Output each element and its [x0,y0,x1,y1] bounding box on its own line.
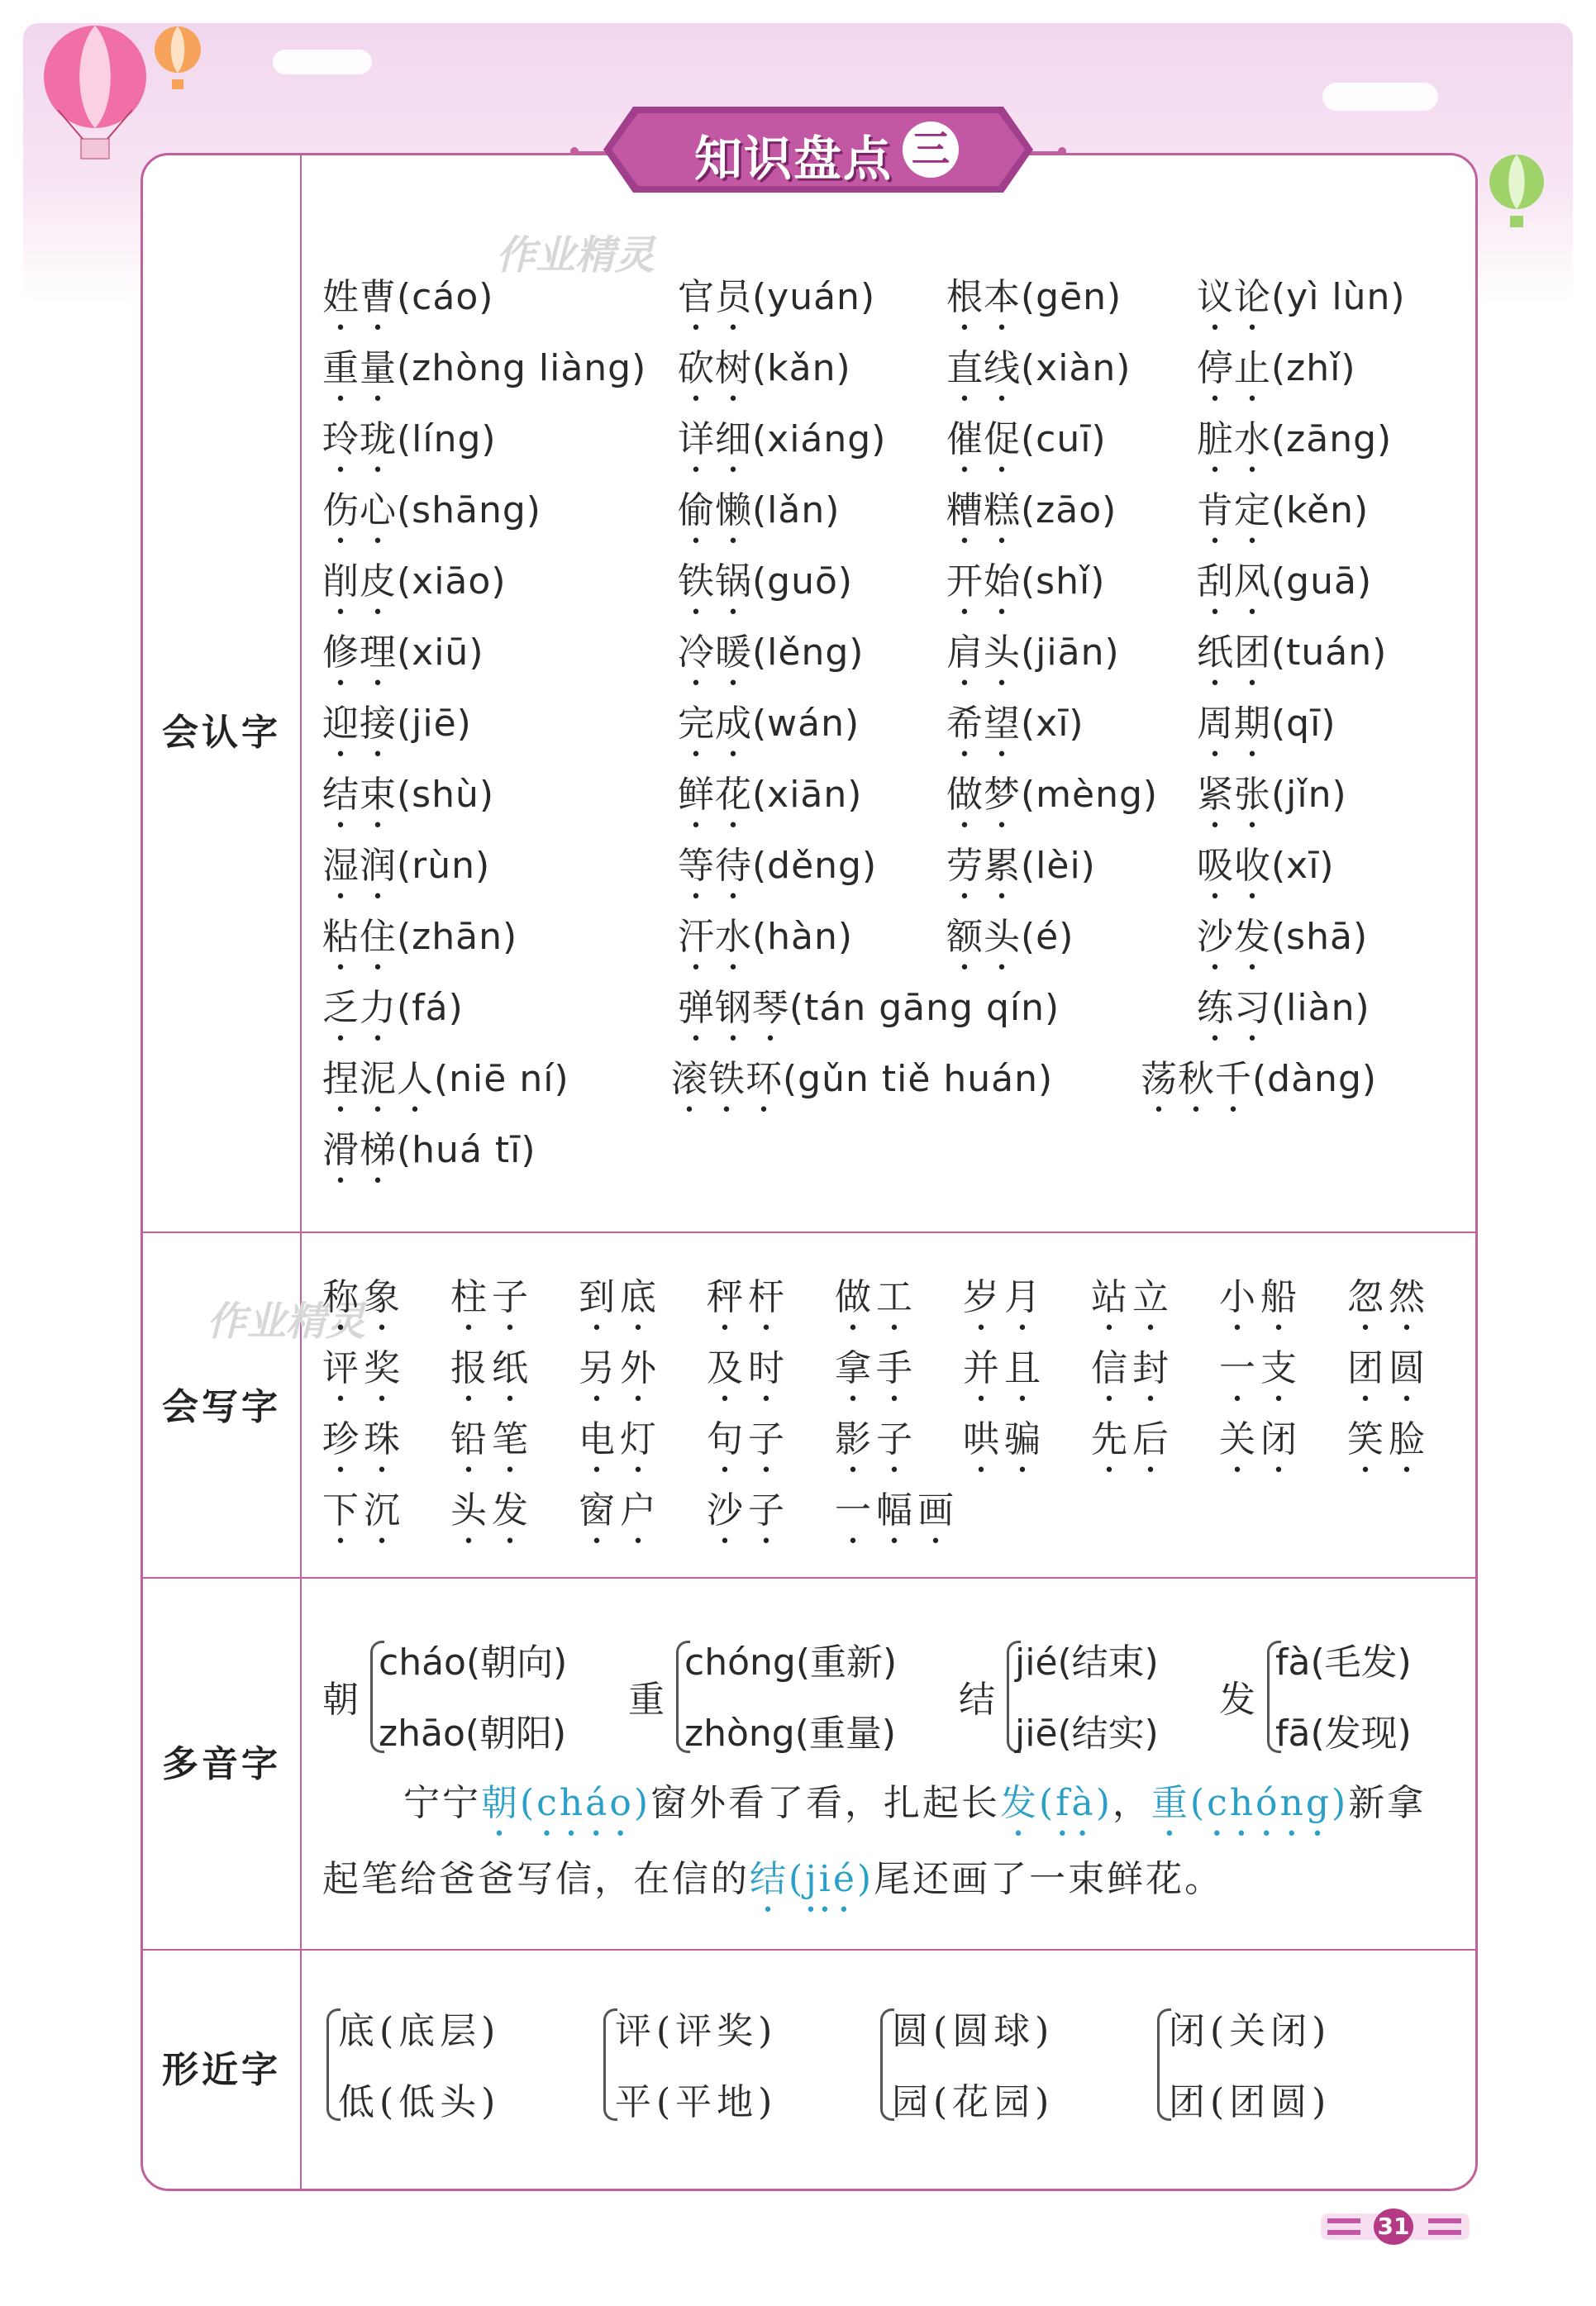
pinyin: (zāng) [1271,418,1393,460]
pinyin: (niē ní) [434,1058,569,1100]
sentence-text: 新拿起笔给爸爸写信，在信的 [322,1782,1427,1900]
pinyin: (guā) [1271,560,1373,603]
write-word: 笑脸 [1347,1418,1430,1460]
hanzi: 周期 [1197,703,1271,745]
recognize-item [322,770,494,836]
pinyin: (wán) [752,703,860,745]
recognize-item [678,841,877,908]
hanzi: 吸收 [1197,845,1271,887]
recognize-item [678,628,864,694]
write-word: 称象 [322,1276,405,1318]
polyphone-char: 结 [959,1679,995,1721]
write-word: 关闭 [1219,1418,1302,1460]
pinyin: (líng) [397,418,497,460]
recognize-item [1197,415,1392,481]
hanzi: 刮风 [1197,560,1271,603]
recognize-item [322,486,541,552]
write-word: 站立 [1091,1276,1174,1318]
pinyin: (gēn) [1021,276,1122,318]
write-word: 头发 [450,1489,533,1532]
polyphone-char: 重 [628,1679,665,1721]
balloon-icon [33,23,157,164]
section-label-similar: 形近字 [162,2049,281,2091]
section-divider [143,1949,1475,1951]
write-word: 柱子 [450,1276,533,1318]
similar-word: 圆(圆球) [892,2010,1055,2052]
polyphone-reading: zhòng(重量) [684,1713,897,1755]
label-column-divider [300,155,302,2189]
recognize-item [946,273,1122,339]
hanzi: 等待 [678,845,752,887]
hanzi: 鲜花 [678,774,752,816]
similar-word: 园(花园) [892,2081,1055,2123]
pinyin: (zhǐ) [1271,347,1356,389]
hanzi: 催促 [946,418,1021,460]
recognize-item [1197,699,1336,765]
balloon-icon [1484,153,1550,236]
title-banner [603,103,1033,196]
hanzi: 额头 [946,916,1021,958]
recognize-item [322,1055,569,1121]
pinyin: (lèi) [1021,845,1096,887]
pinyin: (qī) [1271,703,1336,745]
pinyin: (zhòng liàng) [397,347,647,389]
section-divider [143,1577,1475,1579]
pinyin: (yuán) [752,276,876,318]
write-word: 句子 [707,1418,789,1460]
recognize-item [1197,984,1370,1050]
page-number: 31 [1374,2208,1413,2245]
pinyin: (shā) [1271,916,1369,958]
hanzi: 粘住 [322,916,397,958]
hanzi: 纸团 [1197,631,1271,674]
polyphone-sentence [322,1769,1446,1921]
recognize-item [1197,628,1387,694]
polyphone-reading: fà(毛发) [1275,1641,1412,1684]
recognize-item [678,770,862,836]
pinyin: (é) [1021,916,1074,958]
recognize-item [322,699,472,765]
recognize-item [1197,770,1347,836]
polyphone-char: 发 [1219,1679,1255,1721]
pinyin: (lǎn) [752,489,841,531]
write-word: 及时 [707,1347,789,1389]
recognize-item [678,273,875,339]
recognize-item [671,1055,1053,1121]
hanzi: 官员 [678,276,752,318]
title-number: 三 [903,121,959,178]
hanzi: 冷暖 [678,631,752,674]
recognize-item [322,557,506,623]
write-word: 影子 [835,1418,917,1460]
polyphone-reading: jié(结束) [1015,1641,1159,1684]
pinyin: (gǔn tiě huán) [783,1058,1054,1100]
hanzi: 偷懒 [678,489,752,531]
recognize-item [946,841,1096,908]
write-word: 秤杆 [707,1276,789,1318]
pinyin: (fá) [397,987,464,1029]
write-word: 哄骗 [963,1418,1046,1460]
hanzi: 练习 [1197,987,1271,1029]
polyphone-reading: fā(发现) [1275,1713,1412,1755]
watermark: 作业精灵 [207,1298,366,1345]
similar-word: 团(团圆) [1169,2081,1332,2123]
hanzi: 详细 [678,418,752,460]
recognize-item [678,344,851,410]
rule-dot [1058,147,1066,155]
pinyin: (liàn) [1271,987,1370,1029]
hanzi: 乏力 [322,987,397,1029]
similar-word: 闭(关闭) [1169,2010,1332,2052]
recognize-item [946,628,1120,694]
recognize-item [946,486,1117,552]
hanzi: 议论 [1197,276,1271,318]
recognize-item [678,699,860,765]
hanzi: 肩头 [946,631,1021,674]
pinyin: (rùn) [397,845,491,887]
hanzi: 伤心 [322,489,397,531]
hanzi: 砍树 [678,347,752,389]
polyphone-reading: zhāo(朝阳) [379,1713,567,1755]
pinyin: (jǐn) [1271,774,1347,816]
recognize-item [1141,1055,1377,1121]
hanzi: 糟糕 [946,489,1021,531]
recognize-item [946,699,1084,765]
hanzi: 削皮 [322,560,397,603]
similar-word: 平(平地) [615,2081,778,2123]
write-word: 铅笔 [450,1418,533,1460]
hanzi: 脏水 [1197,418,1271,460]
pinyin: (tán gāng qín) [789,987,1060,1029]
write-word: 做工 [835,1276,917,1318]
recognize-item [322,344,646,410]
write-word: 一支 [1219,1347,1302,1389]
section-label-recognize: 会认字 [162,712,281,754]
hanzi: 迎接 [322,703,397,745]
write-word: 岁月 [963,1276,1046,1318]
sentence-text: 宁宁 [403,1782,481,1824]
pinyin: (kěn) [1271,489,1370,531]
recognize-item [946,912,1074,979]
pinyin: (děng) [752,845,878,887]
polyphone-char: 朝 [322,1679,359,1721]
similar-word: 底(底层) [338,2010,501,2052]
sentence-text: 窗外看了看，扎起长 [650,1782,1001,1824]
write-word: 电灯 [579,1418,661,1460]
write-word: 先后 [1091,1418,1174,1460]
write-word: 拿手 [835,1347,917,1389]
hanzi: 停止 [1197,347,1271,389]
cloud-decoration [273,50,372,74]
recognize-item [322,841,490,908]
recognize-item [322,984,464,1050]
hanzi: 玲珑 [322,418,397,460]
recognize-item [678,486,840,552]
write-word: 另外 [579,1347,661,1389]
hanzi: 荡秋千 [1141,1058,1252,1100]
pinyin: (shǐ) [1021,560,1106,603]
polyphone-reading: jiē(结实) [1015,1713,1159,1755]
hanzi: 劳累 [946,845,1021,887]
write-word: 报纸 [450,1347,533,1389]
hanzi: 肯定 [1197,489,1271,531]
hanzi: 紧张 [1197,774,1271,816]
recognize-item [322,628,484,694]
cloud-decoration [1322,83,1438,111]
pinyin: (mèng) [1021,774,1159,816]
similar-word: 评(评奖) [615,2010,778,2052]
pinyin: (zhān) [397,916,518,958]
hanzi: 滚铁环 [671,1058,783,1100]
pinyin: (huá tī) [397,1129,536,1171]
pinyin: (xī) [1271,845,1335,887]
pinyin: (kǎn) [752,347,851,389]
pinyin: (jiē) [397,703,472,745]
pinyin: (tuán) [1271,631,1388,674]
recognize-item [1197,912,1368,979]
pinyin: (jiān) [1021,631,1120,674]
hanzi: 希望 [946,703,1021,745]
pinyin: (dàng) [1252,1058,1378,1100]
write-word: 团圆 [1347,1347,1430,1389]
pinyin: (xiān) [752,774,863,816]
hanzi: 沙发 [1197,916,1271,958]
hanzi: 修理 [322,631,397,674]
hanzi: 姓曹 [322,276,397,318]
highlight-word: 结(jié) [750,1858,874,1900]
hanzi: 结束 [322,774,397,816]
recognize-item [678,984,1060,1050]
hanzi: 湿润 [322,845,397,887]
recognize-item [946,344,1131,410]
recognize-item [946,415,1107,481]
pinyin: (hàn) [752,916,854,958]
recognize-item [1197,273,1406,339]
write-word: 到底 [579,1276,661,1318]
pinyin: (xī) [1021,703,1084,745]
pinyin: (xiāo) [397,560,507,603]
recognize-item [1197,486,1369,552]
write-word: 珍珠 [322,1418,405,1460]
write-word: 信封 [1091,1347,1174,1389]
hanzi: 根本 [946,276,1021,318]
write-word: 一幅画 [835,1489,959,1532]
write-word: 沙子 [707,1489,789,1532]
pinyin: (shāng) [397,489,541,531]
sentence-text: 尾还画了一束鲜花。 [874,1858,1224,1900]
write-word: 下沉 [322,1489,405,1532]
pinyin: (cuī) [1021,418,1107,460]
pinyin: (lěng) [752,631,865,674]
page-title: 知识盘点 [693,131,893,187]
pinyin: (yì lùn) [1271,276,1406,318]
recognize-item [1197,557,1372,623]
polyphone-reading: chóng(重新) [684,1641,898,1684]
watermark: 作业精灵 [496,232,655,279]
pinyin: (xiàn) [1021,347,1131,389]
similar-word: 低(低头) [338,2081,501,2123]
hanzi: 直线 [946,347,1021,389]
pinyin: (shù) [397,774,495,816]
page-number-badge [1321,2208,1470,2245]
highlight-word: 发(fà) [1000,1782,1112,1824]
recognize-item [946,770,1158,836]
hanzi: 重量 [322,347,397,389]
pinyin: (xiū) [397,631,484,674]
pinyin: (zāo) [1021,489,1117,531]
write-word: 并且 [963,1347,1046,1389]
polyphone-reading: cháo(朝向) [379,1641,568,1684]
recognize-item [678,557,853,623]
pinyin: (xiáng) [752,418,887,460]
highlight-word: 重(chóng) [1151,1782,1349,1824]
balloon-icon [149,25,207,99]
section-label-write: 会写字 [162,1386,281,1428]
recognize-item [1197,344,1356,410]
sentence-text: ， [1112,1782,1151,1824]
recognize-item [946,557,1105,623]
recognize-item [322,415,497,481]
hanzi: 弹钢琴 [678,987,789,1029]
highlight-word: 朝(cháo) [481,1782,651,1824]
pinyin: (cáo) [397,276,494,318]
hanzi: 汗水 [678,916,752,958]
recognize-item [678,415,886,481]
recognize-item [322,912,517,979]
write-word: 忽然 [1347,1276,1430,1318]
hanzi: 开始 [946,560,1021,603]
hanzi: 做梦 [946,774,1021,816]
hanzi: 滑梯 [322,1129,397,1171]
recognize-item [322,273,493,339]
hanzi: 捏泥人 [322,1058,434,1100]
recognize-item [678,912,853,979]
hanzi: 完成 [678,703,752,745]
section-label-polyphone: 多音字 [162,1743,281,1785]
hanzi: 铁锅 [678,560,752,603]
rule-dot [570,147,579,155]
write-word: 窗户 [579,1489,661,1532]
write-word: 评奖 [322,1347,405,1389]
recognize-item [322,1126,536,1192]
section-divider [143,1232,1475,1233]
pinyin: (guō) [752,560,854,603]
write-word: 小船 [1219,1276,1302,1318]
recognize-item [1197,841,1335,908]
